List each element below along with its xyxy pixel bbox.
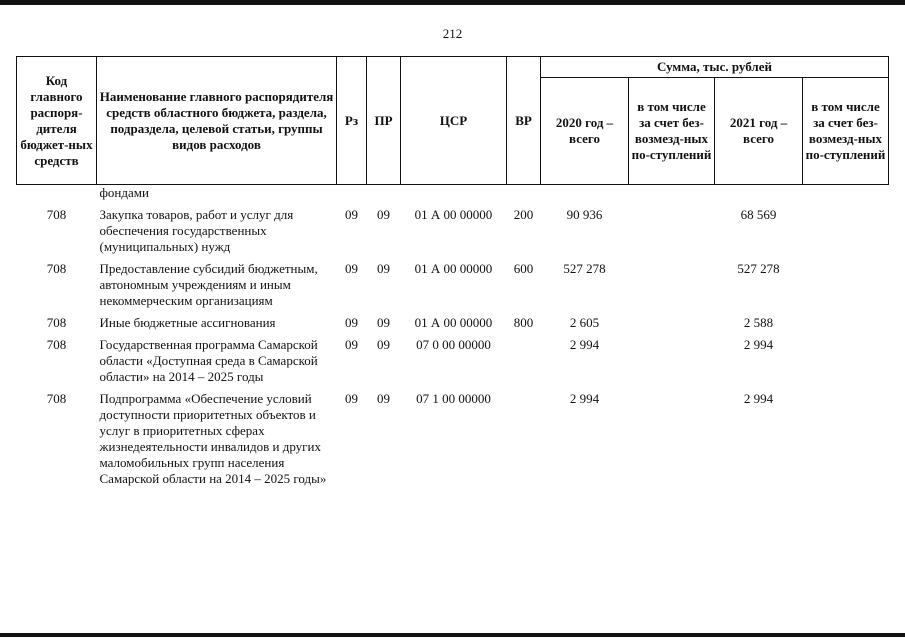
cell-rz: 09 bbox=[345, 391, 358, 406]
cell-code: 708 bbox=[46, 337, 67, 352]
cell-name: фондами bbox=[99, 185, 149, 200]
cell-2021-total bbox=[715, 185, 803, 202]
cell-2020-free bbox=[629, 331, 715, 385]
cell-2020-free bbox=[629, 385, 715, 487]
cell-csr: 07 0 00 00000 bbox=[416, 337, 491, 352]
cell-2021-free bbox=[803, 331, 889, 385]
bottom-border bbox=[0, 633, 905, 637]
cell-vr: 800 bbox=[513, 315, 534, 330]
cell-rz: 09 bbox=[345, 207, 358, 222]
cell-pr: 09 bbox=[377, 261, 390, 276]
cell-pr: 09 bbox=[377, 207, 390, 222]
cell-csr bbox=[401, 185, 507, 202]
cell-2020-total: 90 936 bbox=[566, 207, 603, 222]
cell-code: 708 bbox=[46, 315, 67, 330]
cell-code: 708 bbox=[46, 391, 67, 406]
cell-csr: 01 А 00 00000 bbox=[414, 315, 493, 330]
cell-2020-total: 527 278 bbox=[563, 261, 606, 276]
cell-2020-free bbox=[629, 185, 715, 202]
cell-2021-free bbox=[803, 309, 889, 331]
cell-2020-free bbox=[629, 309, 715, 331]
cell-vr bbox=[507, 385, 541, 487]
header-vr: ВР bbox=[507, 57, 541, 185]
cell-2021-free bbox=[803, 185, 889, 202]
cell-csr: 01 А 00 00000 bbox=[414, 207, 493, 222]
table-row bbox=[17, 309, 889, 331]
cell-name: Иные бюджетные ассигнования bbox=[99, 315, 276, 330]
header-pr: ПР bbox=[367, 57, 401, 185]
cell-2020-total: 2 994 bbox=[569, 337, 600, 352]
cell-2020-free bbox=[629, 255, 715, 309]
cell-2020-total: 2 605 bbox=[569, 315, 600, 330]
cell-name: Государственная программа Самарской области «Доступная среда в Самарской области» на 2014 – 2025 годы bbox=[99, 337, 318, 384]
cell-2021-total: 2 588 bbox=[743, 315, 774, 330]
cell-2020-free bbox=[629, 201, 715, 255]
cell-rz: 09 bbox=[345, 315, 358, 330]
cell-rz bbox=[337, 185, 367, 202]
cell-rz: 09 bbox=[345, 261, 358, 276]
cell-2020-total: 2 994 bbox=[569, 391, 600, 406]
header-name: Наименование главного распорядителя средств областного бюджета, раздела, подраздела, целевой статьи, группы видов расходов bbox=[97, 57, 337, 185]
cell-csr: 01 А 00 00000 bbox=[414, 261, 493, 276]
page-number: 212 bbox=[442, 26, 463, 41]
table-row bbox=[17, 255, 889, 309]
cell-pr: 09 bbox=[377, 337, 390, 352]
cell-code: 708 bbox=[46, 207, 67, 222]
cell-name: Предоставление субсидий бюджетным, автономным учреждениям и иным некоммерческим организациям bbox=[99, 261, 318, 308]
header-2020-free: в том числе за счет без-возмезд-ных по-ступлений bbox=[629, 78, 715, 185]
cell-vr: 600 bbox=[513, 261, 534, 276]
cell-2020-total bbox=[541, 185, 629, 202]
table-row bbox=[17, 385, 889, 487]
budget-table bbox=[16, 56, 889, 487]
cell-pr: 09 bbox=[377, 391, 390, 406]
table-row bbox=[17, 331, 889, 385]
header-sum: Сумма, тыс. рублей bbox=[541, 57, 889, 78]
top-border bbox=[0, 0, 905, 5]
cell-pr: 09 bbox=[377, 315, 390, 330]
cell-2021-total: 2 994 bbox=[743, 337, 774, 352]
cell-name: Закупка товаров, работ и услуг для обеспечения государственных (муниципальных) нужд bbox=[99, 207, 294, 254]
header-rz: Рз bbox=[337, 57, 367, 185]
cell-vr: 200 bbox=[513, 207, 534, 222]
cell-2021-total: 68 569 bbox=[740, 207, 777, 222]
cell-vr bbox=[507, 331, 541, 385]
cell-vr bbox=[507, 185, 541, 202]
header-2021-free: в том числе за счет без-возмезд-ных по-ступлений bbox=[803, 78, 889, 185]
table-row bbox=[17, 201, 889, 255]
cell-csr: 07 1 00 00000 bbox=[416, 391, 491, 406]
cell-pr bbox=[367, 185, 401, 202]
cell-2021-free bbox=[803, 385, 889, 487]
cell-2021-total: 2 994 bbox=[743, 391, 774, 406]
cell-code bbox=[17, 185, 97, 202]
header-2021-total: 2021 год – всего bbox=[715, 78, 803, 185]
cell-2021-total: 527 278 bbox=[737, 261, 780, 276]
table-row bbox=[17, 185, 889, 202]
cell-code: 708 bbox=[46, 261, 67, 276]
header-csr: ЦСР bbox=[401, 57, 507, 185]
header-2020-total: 2020 год – всего bbox=[541, 78, 629, 185]
cell-rz: 09 bbox=[345, 337, 358, 352]
cell-2021-free bbox=[803, 201, 889, 255]
cell-2021-free bbox=[803, 255, 889, 309]
header-code: Код главного распоря-дителя бюджет-ных средств bbox=[17, 57, 97, 185]
cell-name: Подпрограмма «Обеспечение условий доступности приоритетных объектов и услуг в приоритетных сферах жизнедеятельности инвалидов и других маломобильных групп населения Самарской области на 2014 – 2025 годы» bbox=[99, 391, 327, 486]
